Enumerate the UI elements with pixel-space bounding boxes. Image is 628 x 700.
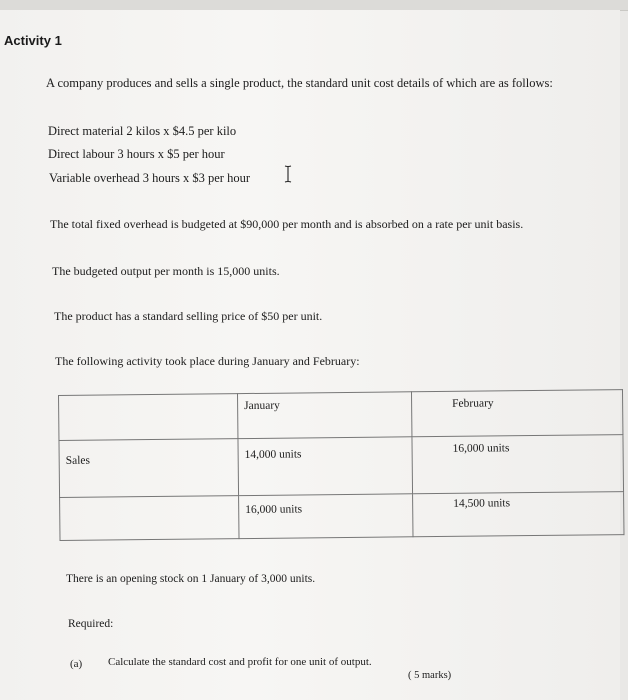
table-cell-label: Sales — [59, 439, 239, 498]
table-row — [60, 492, 624, 541]
table-header-row — [59, 390, 623, 441]
sales-production-table — [58, 389, 624, 541]
table-header-january: January — [237, 392, 411, 439]
activity-intro-text: The following activity took place during January and February: — [55, 354, 360, 368]
fixed-overhead-text: The total fixed overhead is budgeted at $90,000 per month and is absorbed on a rate per unit basis. — [50, 217, 524, 231]
budgeted-output-text: The budgeted output per month is 15,000 units. — [52, 264, 280, 278]
table-cell: 14,000 units — [238, 437, 413, 496]
cost-line-labour: Direct labour 3 hours x $5 per hour — [48, 147, 225, 161]
required-label: Required: — [68, 618, 114, 630]
text-cursor-icon — [283, 165, 293, 183]
question-marks: ( 5 marks) — [408, 670, 452, 681]
question-text: Calculate the standard cost and profit for one unit of output. — [108, 656, 372, 668]
table-cell: 16,000 units — [239, 494, 413, 539]
table-header-february: February — [411, 390, 622, 437]
table-cell: 14,500 units — [413, 492, 624, 537]
question-label: (a) — [70, 658, 83, 670]
table-cell: 16,000 units — [412, 435, 624, 494]
cost-line-material: Direct material 2 kilos x $4.5 per kilo — [48, 124, 237, 138]
table-cell-label — [60, 496, 239, 541]
activity-heading: Activity 1 — [4, 33, 62, 48]
table-row — [59, 435, 624, 498]
selling-price-text: The product has a standard selling price of $50 per unit. — [54, 309, 323, 323]
opening-stock-text: There is an opening stock on 1 January of 3,000 units. — [66, 573, 316, 585]
cost-line-variable-overhead: Variable overhead 3 hours x $3 per hour — [49, 171, 250, 185]
table-header-cell — [59, 394, 238, 441]
intro-text: A company produces and sells a single product, the standard unit cost details of which are as follows: — [46, 76, 553, 90]
